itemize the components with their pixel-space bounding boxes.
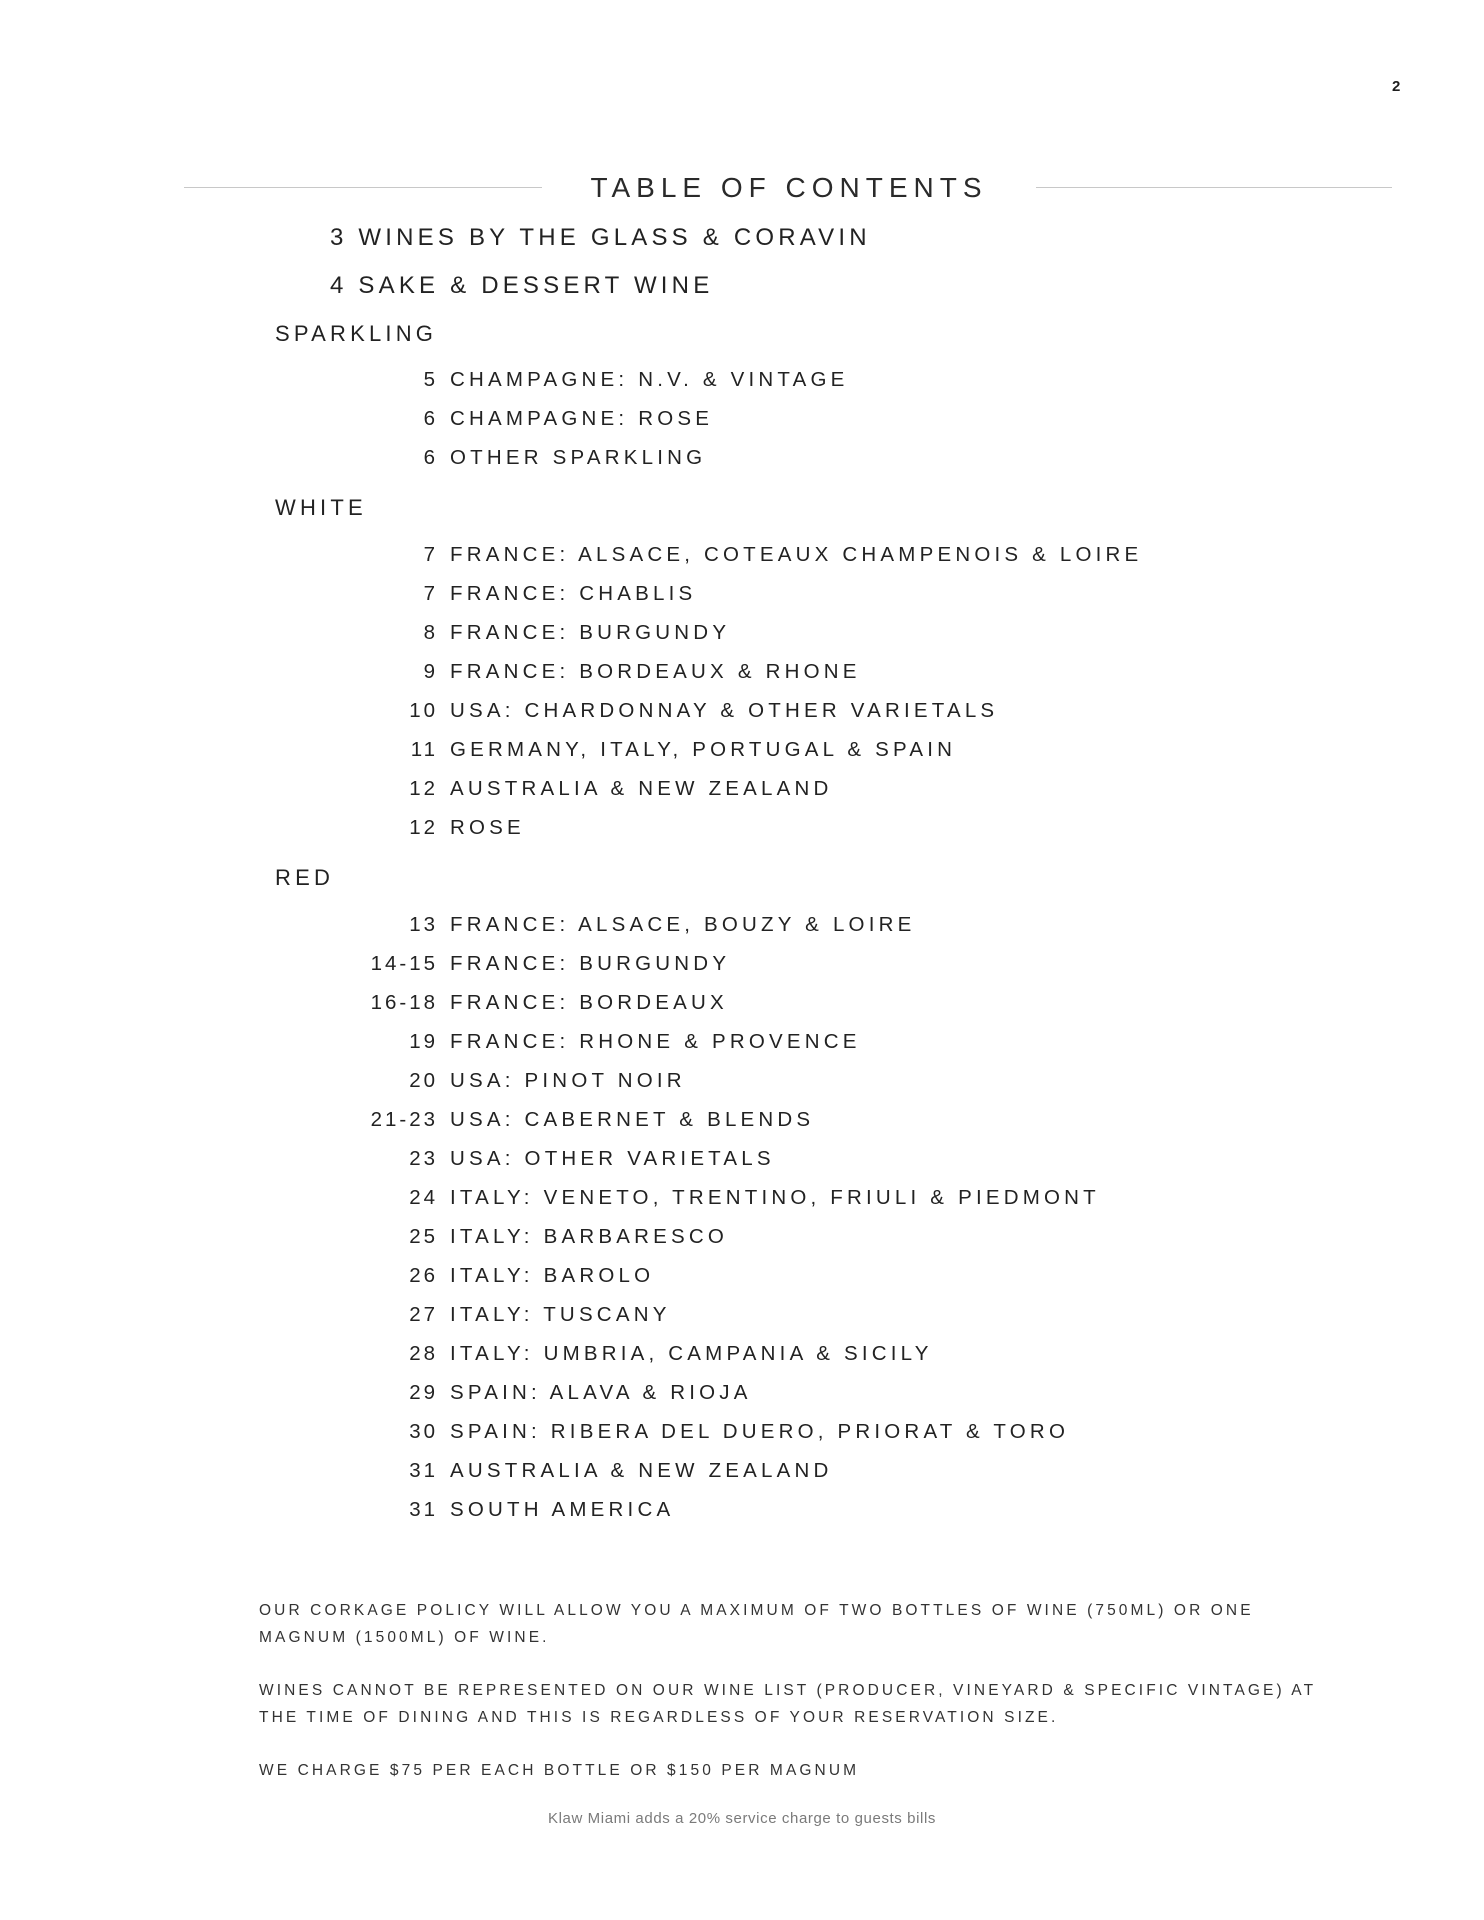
toc-entry <box>0 1497 1484 1523</box>
toc-entry-label: FRANCE: BURGUNDY <box>450 621 731 644</box>
toc-entry <box>0 367 1484 393</box>
toc-entry <box>0 620 1484 646</box>
toc-entry-label: FRANCE: BURGUNDY <box>450 952 731 975</box>
toc-entry-label: FRANCE: CHABLIS <box>450 582 697 605</box>
title-rule-left <box>184 187 542 188</box>
toc-entry-label: ITALY: VENETO, TRENTINO, FRIULI & PIEDMONT <box>450 1186 1100 1209</box>
toc-entry <box>0 542 1484 568</box>
toc-entry-label: CHAMPAGNE: N.V. & VINTAGE <box>450 368 849 391</box>
toc-entry-page: 7 <box>423 582 438 605</box>
corkage-fee-text: WE CHARGE $75 PER EACH BOTTLE OR $150 PER MAGNUM <box>259 1762 860 1779</box>
toc-entry-page: 27 <box>409 1303 438 1326</box>
toc-entry-label: CHAMPAGNE: ROSE <box>450 407 714 430</box>
toc-entry-page: 28 <box>409 1342 438 1365</box>
toc-entry <box>0 1302 1484 1328</box>
toc-entry-page: 6 <box>423 446 438 469</box>
toc-entry-page: 12 <box>409 777 438 800</box>
toc-entry-label: GERMANY, ITALY, PORTUGAL & SPAIN <box>450 738 957 761</box>
toc-entry-page: 13 <box>409 913 438 936</box>
toc-entry-label: ITALY: UMBRIA, CAMPANIA & SICILY <box>450 1342 933 1365</box>
toc-entry-label: OTHER SPARKLING <box>450 446 707 469</box>
toc-entry <box>0 951 1484 977</box>
toc-entry-page: 7 <box>423 543 438 566</box>
toc-entry-label: SOUTH AMERICA <box>450 1498 675 1521</box>
toc-entry-label: SPAIN: RIBERA DEL DUERO, PRIORAT & TORO <box>450 1420 1070 1443</box>
toc-entry-label: SPAIN: ALAVA & RIOJA <box>450 1381 752 1404</box>
toc-entry-label: AUSTRALIA & NEW ZEALAND <box>450 777 833 800</box>
toc-entry <box>0 406 1484 432</box>
toc-entry <box>0 1263 1484 1289</box>
toc-entry-label: USA: PINOT NOIR <box>450 1069 686 1092</box>
toc-entry-page: 14-15 <box>370 952 438 975</box>
section-heading-white: WHITE <box>275 495 367 520</box>
toc-entry <box>0 445 1484 471</box>
title-rule-right <box>1036 187 1392 188</box>
toc-entry-page: 31 <box>409 1459 438 1482</box>
toc-entry <box>0 1224 1484 1250</box>
toc-entry <box>0 912 1484 938</box>
toc-entry <box>0 1068 1484 1094</box>
toc-entry-label: USA: CABERNET & BLENDS <box>450 1108 815 1131</box>
corkage-restriction-text: WINES CANNOT BE REPRESENTED ON OUR WINE LIST (PRODUCER, VINEYARD & SPECIFIC VINTAGE) AT THE TIME OF DINING AND THIS IS REGARDLESS OF YOUR RESERVATION SIZE. <box>259 1682 1316 1726</box>
toc-entry <box>0 1341 1484 1367</box>
service-charge-note: Klaw Miami adds a 20% service charge to guests bills <box>547 1810 937 1827</box>
toc-entry-label: ITALY: BARBARESCO <box>450 1225 728 1248</box>
toc-entry <box>0 776 1484 802</box>
page-title: TABLE OF CONTENTS <box>590 172 988 203</box>
toc-entry-label: USA: CHARDONNAY & OTHER VARIETALS <box>450 699 999 722</box>
page-number: 2 <box>1392 78 1402 95</box>
toc-entry-label: USA: OTHER VARIETALS <box>450 1147 775 1170</box>
toc-entry-page: 24 <box>409 1186 438 1209</box>
toc-entry-page: 10 <box>409 699 438 722</box>
toc-entry-page: 5 <box>423 368 438 391</box>
toc-entry-label: ITALY: TUSCANY <box>450 1303 671 1326</box>
toc-entry <box>0 1029 1484 1055</box>
toc-entry-label: FRANCE: ALSACE, BOUZY & LOIRE <box>450 913 916 936</box>
toc-entry-page: 30 <box>409 1420 438 1443</box>
title-row <box>184 168 1392 208</box>
toc-entry <box>0 698 1484 724</box>
toc-entry-page: 21-23 <box>370 1108 438 1131</box>
toc-entry-label: AUSTRALIA & NEW ZEALAND <box>450 1459 833 1482</box>
section-heading-sparkling: SPARKLING <box>275 321 438 346</box>
toc-entry-page: 25 <box>409 1225 438 1248</box>
toc-entry <box>0 990 1484 1016</box>
toc-intro-entry: 4 SAKE & DESSERT WINE <box>330 272 714 299</box>
section-heading-red: RED <box>275 865 335 890</box>
toc-entry <box>0 1107 1484 1133</box>
toc-entry <box>0 1419 1484 1445</box>
toc-entry <box>0 1458 1484 1484</box>
toc-intro-entry: 3 WINES BY THE GLASS & CORAVIN <box>330 224 871 251</box>
toc-entry-page: 8 <box>423 621 438 644</box>
toc-entry-page: 11 <box>410 738 438 761</box>
toc-entry-label: FRANCE: BORDEAUX & RHONE <box>450 660 861 683</box>
toc-entry-label: FRANCE: BORDEAUX <box>450 991 728 1014</box>
toc-entry-page: 12 <box>409 816 438 839</box>
toc-entry <box>0 737 1484 763</box>
toc-entry <box>0 1146 1484 1172</box>
toc-entry <box>0 659 1484 685</box>
toc-entry-page: 6 <box>423 407 438 430</box>
toc-entry <box>0 581 1484 607</box>
toc-entry-label: FRANCE: ALSACE, COTEAUX CHAMPENOIS & LOIRE <box>450 543 1143 566</box>
toc-entry-page: 26 <box>409 1264 438 1287</box>
toc-entry-page: 31 <box>409 1498 438 1521</box>
toc-entry-page: 19 <box>409 1030 438 1053</box>
toc-entry-page: 23 <box>409 1147 438 1170</box>
toc-entry-page: 16-18 <box>370 991 438 1014</box>
toc-entry <box>0 1380 1484 1406</box>
toc-entry <box>0 815 1484 841</box>
toc-entry-label: FRANCE: RHONE & PROVENCE <box>450 1030 861 1053</box>
toc-entry-page: 9 <box>423 660 438 683</box>
toc-entry <box>0 1185 1484 1211</box>
toc-entry-page: 20 <box>409 1069 438 1092</box>
corkage-policy-text: OUR CORKAGE POLICY WILL ALLOW YOU A MAXIMUM OF TWO BOTTLES OF WINE (750ML) OR ONE MAGNUM (1500ML) OF WINE. <box>259 1602 1254 1646</box>
toc-entry-label: ITALY: BAROLO <box>450 1264 655 1287</box>
toc-entry-page: 29 <box>409 1381 438 1404</box>
toc-entry-label: ROSE <box>450 816 525 839</box>
